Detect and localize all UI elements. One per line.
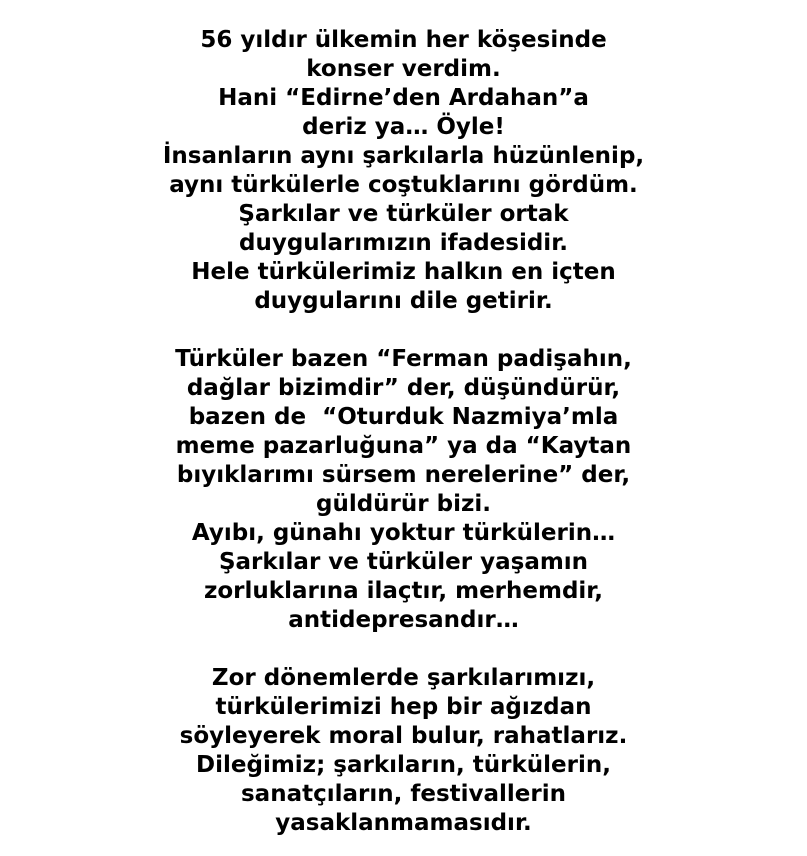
text-line: bazen de “Oturduk Nazmiya’mla bbox=[188, 404, 619, 430]
text-line: dağlar bizimdir” der, düşündürür, bbox=[186, 375, 621, 401]
text-line: türkülerimizi hep bir ağızdan bbox=[215, 694, 592, 720]
paragraph-gap bbox=[0, 316, 807, 345]
text-line: duygularını dile getirir. bbox=[254, 288, 553, 314]
paragraph-1 bbox=[0, 26, 807, 316]
text-line: aynı türkülerle coştuklarını gördüm. bbox=[169, 172, 638, 198]
text-line: konser verdim. bbox=[306, 56, 501, 82]
text-line: antidepresandır… bbox=[288, 607, 519, 633]
text-line: duygularımızın ifadesidir. bbox=[239, 230, 568, 256]
text-line: meme pazarluğuna” ya da “Kaytan bbox=[175, 433, 632, 459]
paragraph-gap bbox=[0, 635, 807, 664]
text-line: 56 yıldır ülkemin her köşesinde bbox=[200, 27, 607, 53]
text-line: bıyıklarımı sürsem nerelerine” der, bbox=[176, 462, 631, 488]
text-line: söyleyerek moral bulur, rahatlarız. bbox=[179, 723, 628, 749]
text-line: Zor dönemlerde şarkılarımızı, bbox=[211, 665, 596, 691]
paragraph-2 bbox=[0, 345, 807, 635]
text-line: deriz ya… Öyle! bbox=[302, 114, 505, 140]
text-line: sanatçıların, festivallerin bbox=[240, 781, 567, 807]
text-line: Türküler bazen “Ferman padişahın, bbox=[175, 346, 632, 372]
text-line: İnsanların aynı şarkılarla hüzünlenip, bbox=[162, 143, 645, 169]
text-line: güldürür bizi. bbox=[316, 491, 491, 517]
text-line: Hele türkülerimiz halkın en içten bbox=[191, 259, 616, 285]
text-line: zorluklarına ilaçtır, merhemdir, bbox=[203, 578, 604, 604]
text-line: Şarkılar ve türküler ortak bbox=[238, 201, 569, 227]
text-line: Hani “Edirne’den Ardahan”a bbox=[218, 85, 589, 111]
text-block bbox=[0, 26, 807, 838]
text-line: yasaklanmamasıdır. bbox=[275, 810, 532, 836]
paragraph-3 bbox=[0, 664, 807, 838]
text-line: Şarkılar ve türküler yaşamın bbox=[218, 549, 589, 575]
text-line: Dileğimiz; şarkıların, türkülerin, bbox=[196, 752, 611, 778]
text-line: Ayıbı, günahı yoktur türkülerin… bbox=[191, 520, 616, 546]
